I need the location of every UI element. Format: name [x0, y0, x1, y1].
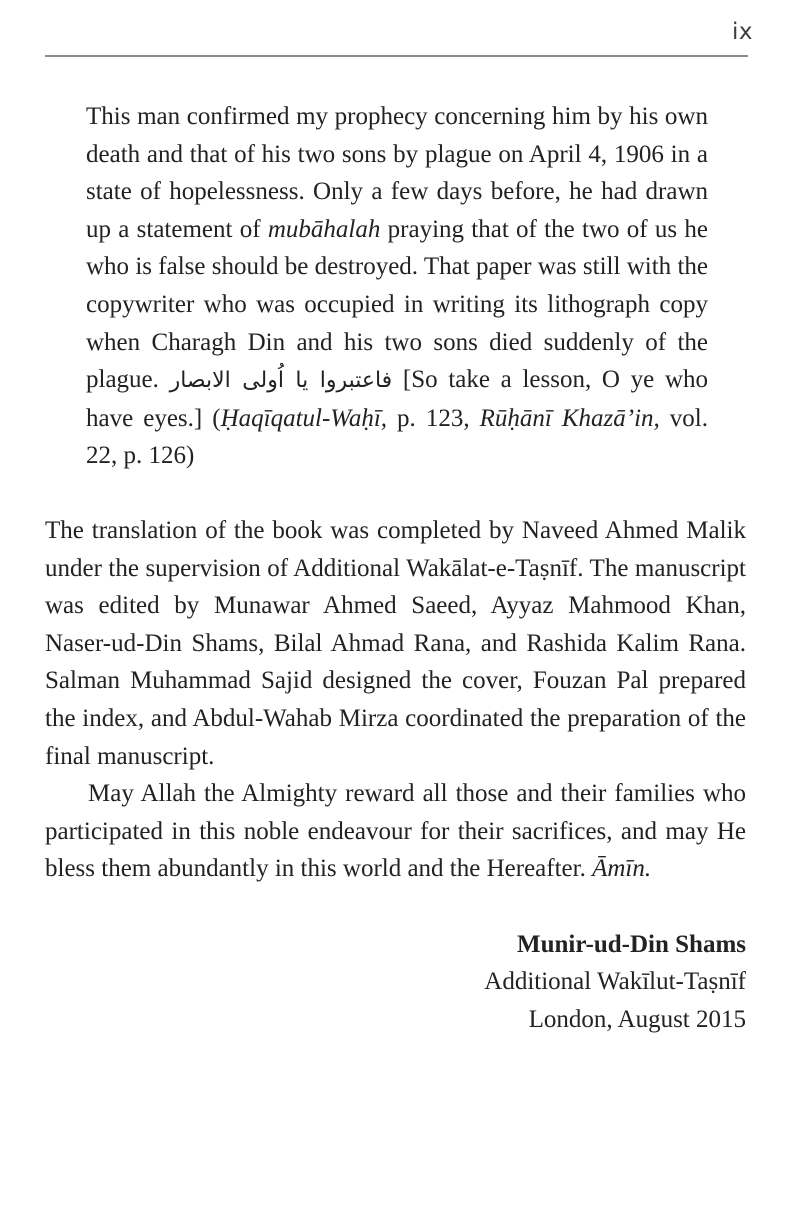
signatory-name: Munir-ud-Din Shams [517, 930, 746, 958]
page-number: ix [731, 19, 753, 45]
quote-segment: vol. 22, p. 126) [86, 404, 709, 470]
amin-word: Āmīn. [592, 855, 652, 883]
quote-book-title: Ḥaqīqatul-Waḥī, [220, 404, 388, 432]
prayer-text: May Allah the Almighty reward all those and their families who participated in this noble endeavour for their sacrifices, and may He bless them abundantly in this world and the Hereafter. [45, 780, 746, 883]
arabic-phrase: فاعتبروا يا اُولى الابصار [169, 368, 393, 394]
signatory-title: Additional Wakīlut-Taṣnīf [484, 968, 746, 996]
quote-segment: [So take a lesson, O ye who have eyes.] ( [86, 366, 708, 432]
header-rule [45, 55, 748, 57]
quote-italic-term: mubāhalah [267, 215, 381, 243]
quote-segment: praying that of the two of us he who is false should be destroyed. That paper was still with the copywriter who was occupied in writing its lithograph copy when Charagh Din and his two sons died suddenly of the plague. [86, 215, 708, 394]
quote-segment: This man confirmed my prophecy concerning him by his own death and that of his two sons by plague on April 4, 1906 in a state of hopelessness. Only a few days before, he had drawn up a statement of [86, 103, 708, 243]
credits-paragraph: The translation of the book was completed by Naveed Ahmed Malik under the supervision of Additional Wakālat-e-Taṣnīf. The manuscript was edited by Munawar Ahmed Saeed, Ayyaz Mahmood Khan, Naser-ud-Din Shams, Bilal Ahmad Rana, and Rashida Kalim Rana. Salman Muhammad Sajid designed the cover, Fouzan Pal prepared the index, and Abdul-Wahab Mirza coordinated the preparation of the final manuscript. [45, 516, 746, 770]
signature-place-date: London, August 2015 [528, 1006, 746, 1034]
quote-book-title: Rūḥānī Khazā’in, [479, 404, 660, 432]
quote-segment: p. 123, [387, 404, 480, 432]
prayer-paragraph [45, 775, 746, 888]
signature-block [45, 926, 746, 1039]
page-content [45, 62, 746, 1039]
block-quote [86, 98, 708, 475]
